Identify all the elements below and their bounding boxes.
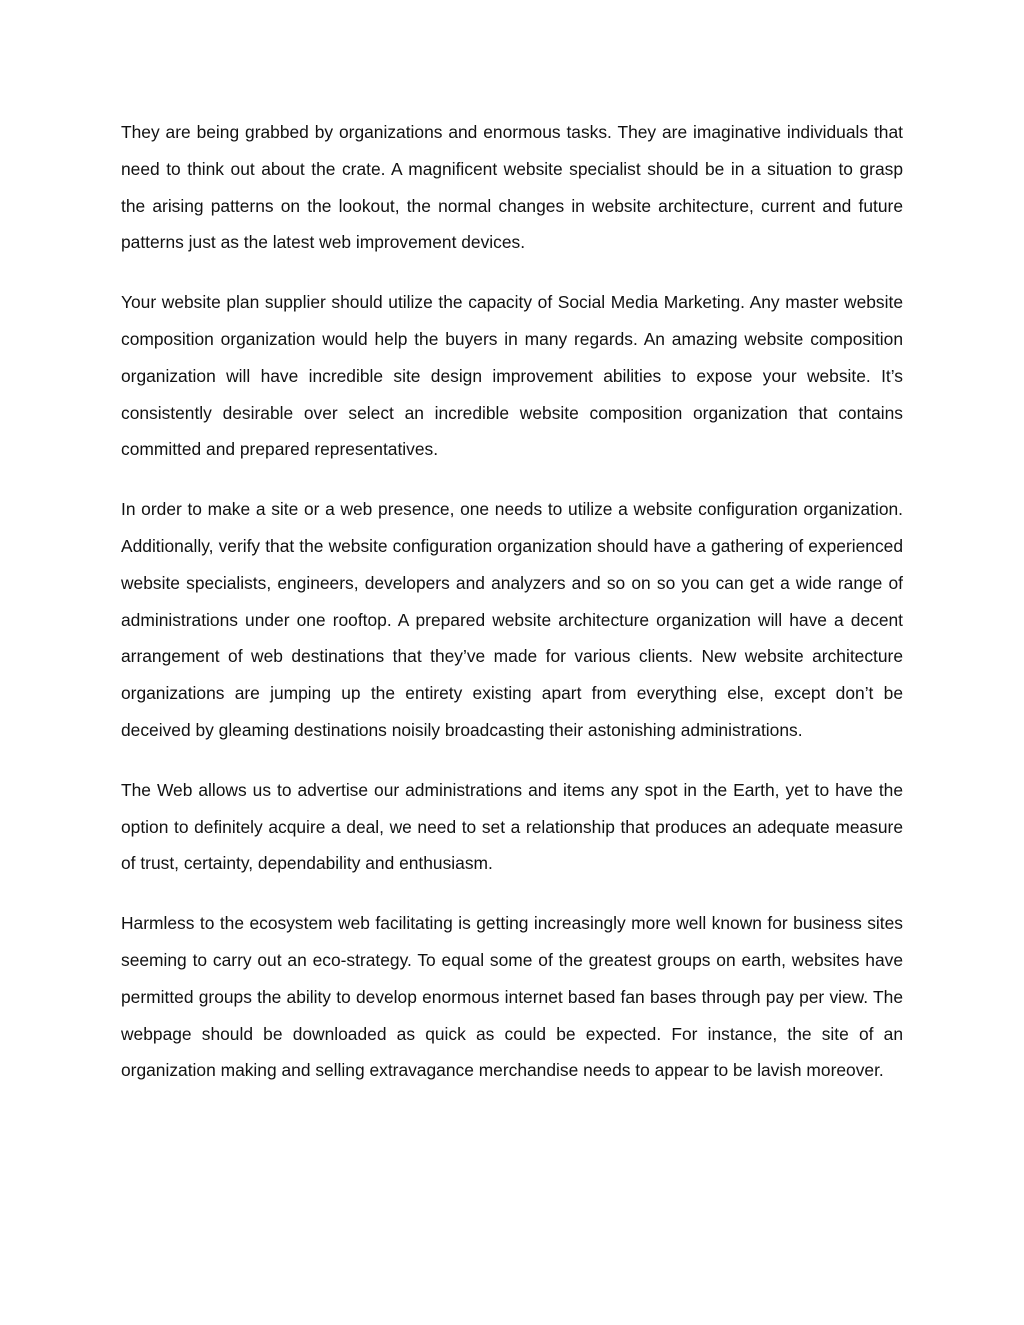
paragraph-2: Your website plan supplier should utilize the capacity of Social Media Marketing. Any master website composition organization would help the buyers in many regards. An amazing website composition organization will have incredible site design improvement abilities to expose your website. It’s consistently desirable over select an incredible website composition organization that contains committed and prepared representatives.: [121, 292, 903, 460]
paragraph-1: They are being grabbed by organizations and enormous tasks. They are imaginative individuals that need to think out about the crate. A magnificent website specialist should be in a situation to grasp the arising patterns on the lookout, the normal changes in website architecture, current and future patterns just as the latest web improvement devices.: [121, 122, 903, 253]
paragraph-3: In order to make a site or a web presence, one needs to utilize a website configuration organization. Additionally, verify that the website configuration organization should have a gathering of experienced website specialists, engineers, developers and analyzers and so on so you can get a wide range of administrations under one rooftop. A prepared website architecture organization will have a decent arrangement of web destinations that they’ve made for various clients. New website architecture organizations are jumping up the entirety existing apart from everything else, except don’t be deceived by gleaming destinations noisily broadcasting their astonishing administrations.: [121, 499, 903, 740]
paragraph-4: The Web allows us to advertise our administrations and items any spot in the Earth, yet to have the option to definitely acquire a deal, we need to set a relationship that produces an adequate measure of trust, certainty, dependability and enthusiasm.: [121, 779, 903, 874]
paragraph-5: Harmless to the ecosystem web facilitating is getting increasingly more well known for business sites seeming to carry out an eco-strategy. To equal some of the greatest groups on earth, websites have permitted groups the ability to develop enormous internet based fan bases through pay per view. The webpage should be downloaded as quick as could be expected. For instance, the site of an organization making and selling extravagance merchandise needs to appear to be lavish moreover.: [121, 913, 903, 1081]
document-body: [121, 114, 903, 1112]
